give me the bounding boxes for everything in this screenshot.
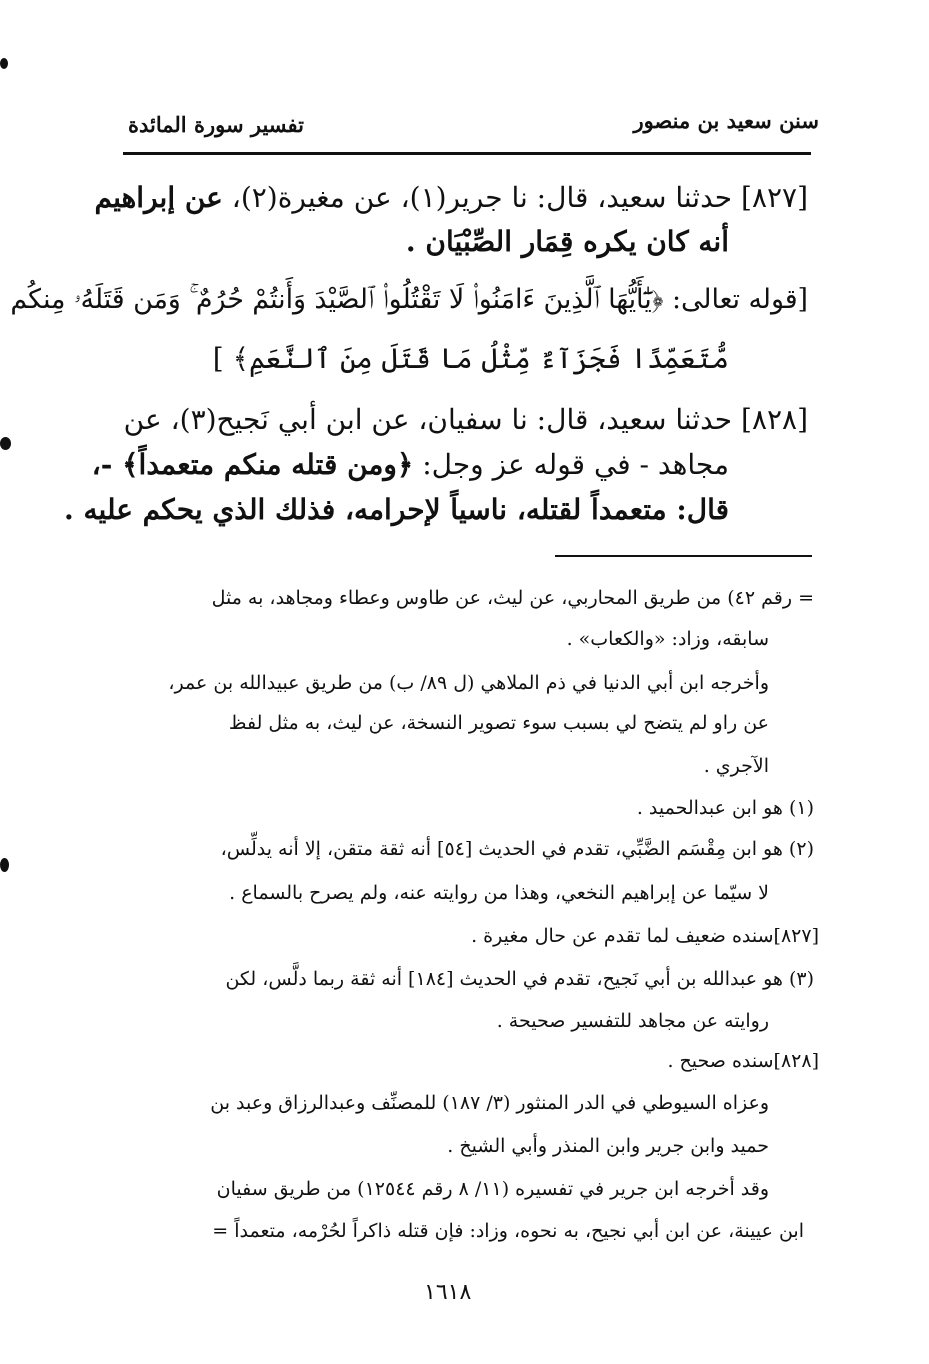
footnote-continuation-line: = رقم ٤٢) من طريق المحاربي، عن ليث، عن طاوس وعطاء ومجاهد، به مثل [211,587,814,609]
hadith-827-line-2: أنه كان يكره قِمَار الصِّبْيَان . [405,225,729,258]
hadith-828-line-2 [92,445,729,485]
footnote-continuation-line: سابقه، وزاد: «والكعاب» . [566,628,769,650]
footnote-2-line-1: (٢) هو ابن مِقْسَم الضَّبِّي، تقدم في الحديث [٥٤] أنه ثقة متقن، إلا أنه يدلِّس، [220,838,814,860]
footnote-additional-line: حميد وابن جرير وابن المنذر وأبي الشيخ . [447,1135,769,1157]
footnote-2-line-2: لا سيّما عن إبراهيم النخعي، وهذا من روايته عنه، ولم يصرح بالسماع . [229,882,769,904]
hadith-827-line-1 [94,178,808,218]
footnote-continuation-line: الآجري . [703,755,769,777]
footnote-continuation-line: وأخرجه ابن أبي الدنيا في ذم الملاهي (ل ٨٩/ ب) من طريق عبيدالله بن عمر، [168,672,769,694]
scan-mark [0,437,11,450]
footnote-additional-line: وقد أخرجه ابن جرير في تفسيره (١١/ ٨ رقم ١٢٥٤٤) من طريق سفيان [216,1178,769,1200]
verse-line-1: [قوله تعالى: ﴿يَٰٓأَيُّهَا ٱلَّذِينَ ءَامَنُوا۟ لَا تَقْتُلُوا۟ ٱلصَّيْدَ وَأَنتُمْ حُرُمٌ ۚ وَمَن قَتَلَهُۥ مِنكُم [10,284,808,315]
page-number: ١٦١٨ [424,1280,472,1305]
footnote-3-line-2: روايته عن مجاهد للتفسير صحيحة . [496,1010,769,1032]
header-surah-title: تفسير سورة المائدة [128,112,304,137]
footnote-additional-line: وعزاه السيوطي في الدر المنثور (٣/ ١٨٧) للمصنِّف وعبدالرزاق وعبد بن [210,1092,769,1114]
footnote-1: (١) هو ابن عبدالحميد . [636,797,814,819]
footnote-continuation-line: عن راو لم يتضح لي بسبب سوء تصوير النسخة، عن ليث، به مثل لفظ [228,712,769,734]
footnote-additional-line: ابن عيينة، عن ابن أبي نجيح، به نحوه، وزاد: فإن قتله ذاكراً لحُرْمه، متعمداً = [212,1220,804,1242]
scan-mark [0,58,8,69]
hadith-827-text: [٨٢٧] حدثنا سعيد، قال: نا جرير(١)، عن مغيرة(٢)، [231,181,808,214]
scan-mark [0,858,9,872]
grading-note-828: [٨٢٨]سنده صحيح . [667,1050,819,1072]
hadith-828-text: مجاهد - في قوله عز وجل: [422,448,729,481]
hadith-828-line-1: [٨٢٨] حدثنا سعيد، قال: نا سفيان، عن ابن أبي نَجيح(٣)، عن [123,403,808,436]
grading-note-827: [٨٢٧]سنده ضعيف لما تقدم عن حال مغيرة . [471,925,819,947]
hadith-828-quote: ﴿ومن قتله منكم متعمداً﴾ -، [91,448,414,481]
footnote-separator [555,555,812,557]
hadith-827-bold: عن إبراهيم [94,181,223,214]
footnote-3-line-1: (٣) هو عبدالله بن أبي نَجيح، تقدم في الحديث [١٨٤] أنه ثقة ربما دلَّس، لكن [225,968,814,990]
hadith-828-line-3: قال: متعمداً لقتله، ناسياً لإحرامه، فذلك الذي يحكم عليه . [63,493,729,526]
header-rule [123,152,811,155]
verse-line-2: مُّتَعَمِّدًا فَجَزَآءٌ مِّثْلُ مَا قَتَلَ مِنَ ٱلنَّعَمِ﴾ ] [212,342,729,375]
header-book-title: سنن سعيد بن منصور [633,108,819,133]
